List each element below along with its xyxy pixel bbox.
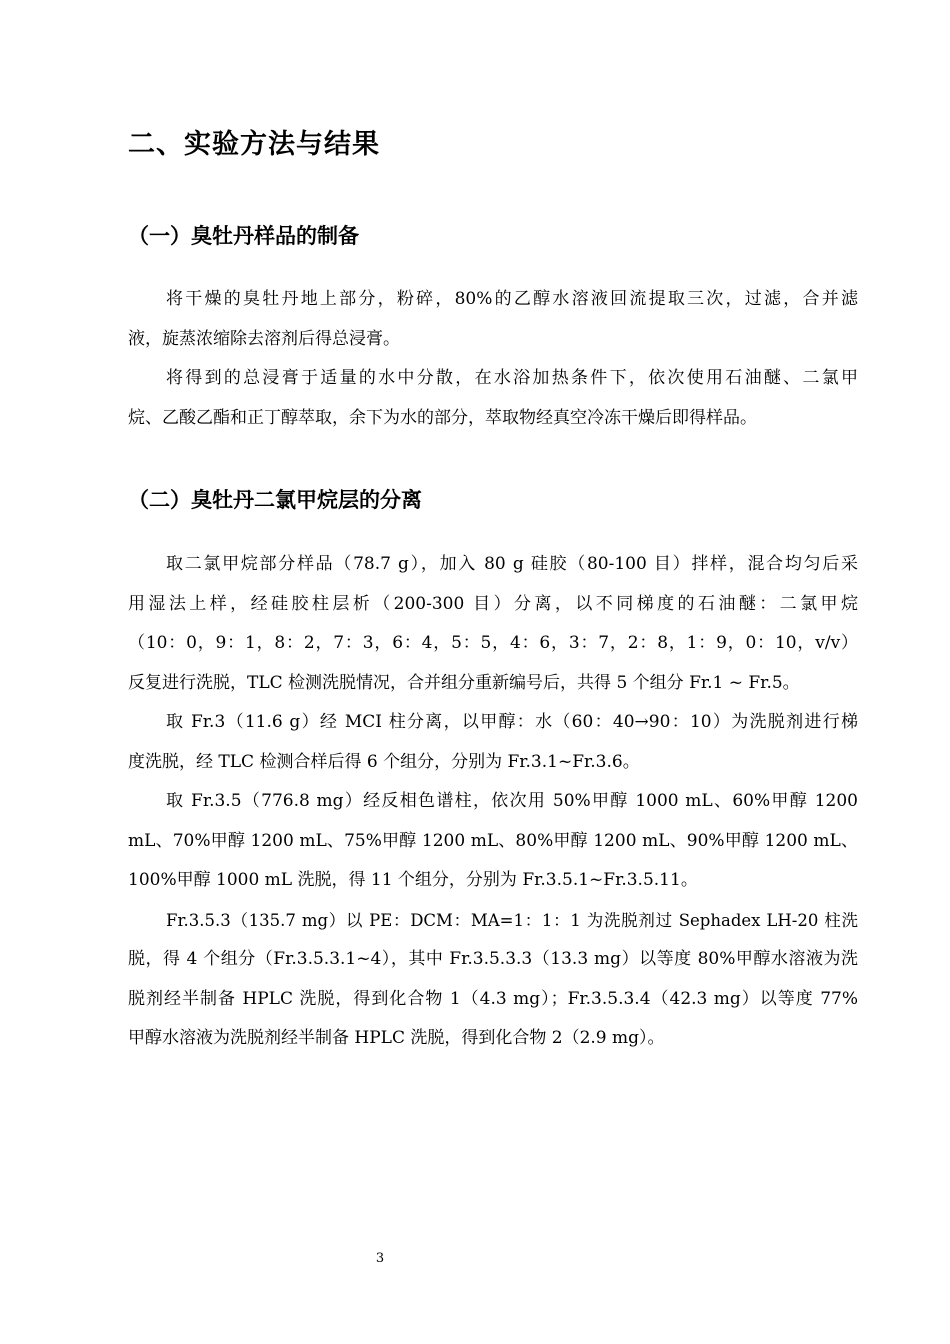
- section-1-title: （一）臭牡丹样品的制备: [128, 224, 359, 248]
- paragraph-line: 液，旋蒸浓缩除去溶剂后得总浸膏。: [128, 328, 400, 349]
- section-2-title: （二）臭牡丹二氯甲烷层的分离: [128, 488, 422, 512]
- section-1-body: [128, 280, 858, 438]
- paragraph-line: 烷、乙酸乙酯和正丁醇萃取，余下为水的部分，萃取物经真空冷冻干燥后即得样品。: [128, 407, 757, 428]
- chapter-heading: 二、实验方法与结果: [128, 129, 380, 160]
- paragraph-line: 用湿法上样，经硅胶柱层析（200-300 目）分离，以不同梯度的石油醚：二氯甲烷: [128, 593, 858, 614]
- paragraph-line: 100%甲醇 1000 mL 洗脱，得 11 个组分，分别为 Fr.3.5.1~Fr.3.5.11。: [128, 870, 698, 890]
- paragraph-line: 度洗脱，经 TLC 检测合样后得 6 个组分，分别为 Fr.3.1~Fr.3.6。: [128, 751, 640, 772]
- paragraph-line: Fr.3.5.3（135.7 mg）以 PE：DCM：MA=1：1：1 为洗脱剂过 Sephadex LH-20 柱洗: [166, 910, 858, 930]
- paragraph-line: 将得到的总浸膏于适量的水中分散，在水浴加热条件下，依次使用石油醚、二氯甲: [166, 368, 858, 388]
- paragraph-line: 脱剂经半制备 HPLC 洗脱，得到化合物 1（4.3 mg）；Fr.3.5.3.4（42.3 mg）以等度 77%: [128, 988, 858, 1009]
- paragraph-line: 将干燥的臭牡丹地上部分，粉碎，80%的乙醇水溶液回流提取三次，过滤，合并滤: [166, 289, 858, 309]
- page-number: 3: [375, 1251, 385, 1266]
- paragraph-line: mL、70%甲醇 1200 mL、75%甲醇 1200 mL、80%甲醇 1200 mL、90%甲醇 1200 mL、: [128, 830, 858, 851]
- paragraph-line: 取 Fr.3（11.6 g）经 MCI 柱分离，以甲醇：水（60：40→90：10）为洗脱剂进行梯: [166, 712, 858, 732]
- paragraph-line: 反复进行洗脱，TLC 检测洗脱情况，合并组分重新编号后，共得 5 个组分 Fr.1 ~ Fr.5。: [128, 672, 800, 693]
- paragraph-line: 取 Fr.3.5（776.8 mg）经反相色谱柱，依次用 50%甲醇 1000 mL、60%甲醇 1200: [166, 791, 858, 811]
- paragraph-line: 甲醇水溶液为洗脱剂经半制备 HPLC 洗脱，得到化合物 2（2.9 mg）。: [128, 1028, 665, 1048]
- section-2-body: [128, 545, 858, 1059]
- paragraph-line: 脱，得 4 个组分（Fr.3.5.3.1~4），其中 Fr.3.5.3.3（13.3 mg）以等度 80%甲醇水溶液为洗: [128, 949, 858, 969]
- paragraph-line: 取二氯甲烷部分样品（78.7 g），加入 80 g 硅胶（80-100 目）拌样，混合均匀后采: [166, 554, 858, 574]
- paragraph-line: （10：0，9：1，8：2，7：3，6：4，5：5，4：6，3：7，2：8，1：9，0：10，v/v）: [128, 633, 858, 653]
